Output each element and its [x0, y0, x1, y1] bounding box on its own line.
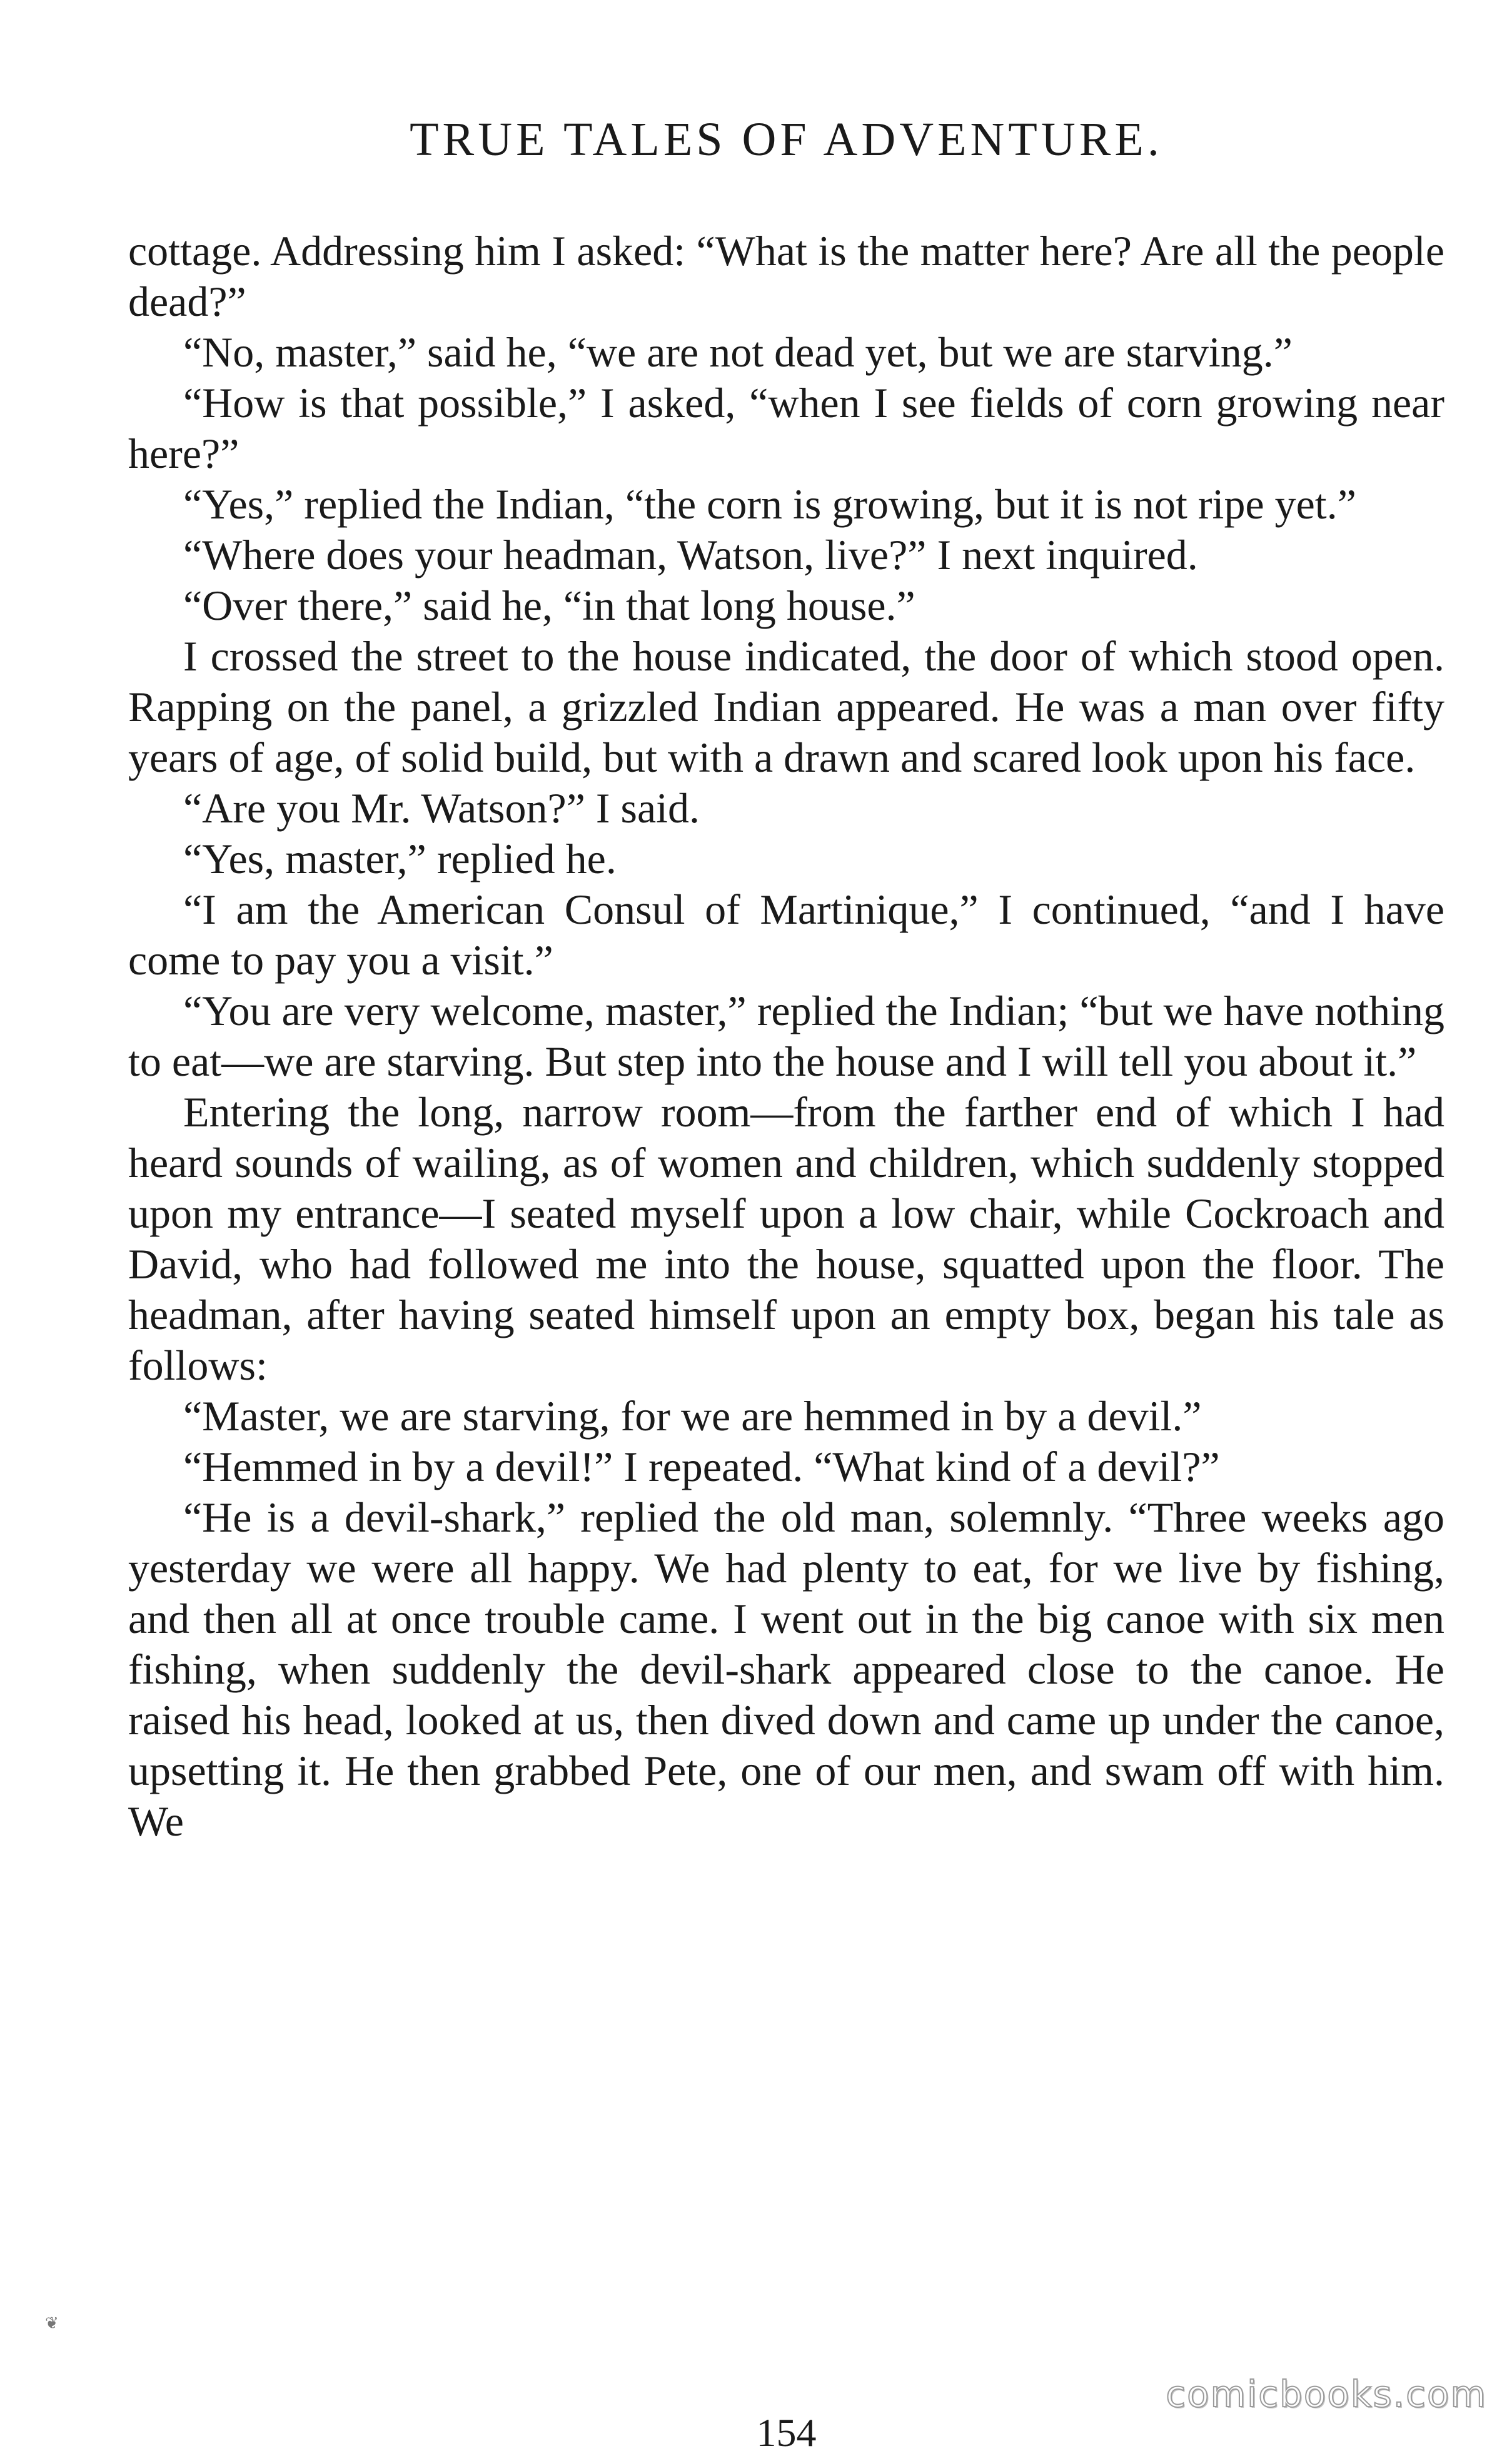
body-text	[128, 226, 1444, 1847]
paragraph: “I am the American Consul of Martinique,” I continued, “and I have come to pay you a visit.”	[128, 886, 1444, 984]
paragraph: “Where does your headman, Watson, live?” I next inquired.	[183, 531, 1198, 579]
paragraph: “Hemmed in by a devil!” I repeated. “What kind of a devil?”	[183, 1443, 1220, 1490]
paragraph: “Master, we are starving, for we are hemmed in by a devil.”	[183, 1392, 1202, 1440]
paragraph: I crossed the street to the house indicated, the door of which stood open. Rapping on the panel, a grizzled Indian appeared. He was a man over fifty years of age, of solid build, but with a drawn and scared look upon his face.	[128, 632, 1444, 781]
paragraph: “You are very welcome, master,” replied the Indian; “but we have nothing to eat—we are starving. But step into the house and I will tell you about it.”	[128, 987, 1444, 1085]
paragraph: “Yes, master,” replied he.	[183, 835, 617, 882]
paragraph: “Yes,” replied the Indian, “the corn is growing, but it is not ripe yet.”	[183, 480, 1356, 528]
paragraph: “No, master,” said he, “we are not dead yet, but we are starving.”	[183, 328, 1293, 376]
page-number: 154	[756, 2410, 817, 2455]
margin-ornament-icon: ❦	[45, 2314, 59, 2333]
paragraph: “Over there,” said he, “in that long house.”	[183, 582, 915, 629]
paragraph: “Are you Mr. Watson?” I said.	[183, 784, 700, 832]
running-head-title: TRUE TALES OF ADVENTURE.	[410, 113, 1163, 166]
book-page	[128, 113, 1444, 2455]
watermark: comicbooks.com	[1166, 2373, 1487, 2415]
paragraph: “He is a devil-shark,” replied the old man, solemnly. “Three weeks ago yesterday we were all happy. We had plenty to eat, for we live by fishing, and then all at once trouble came. I went out in the big canoe with six men fishing, when suddenly the devil-shark appeared close to the canoe. He raised his head, looked at us, then dived down and came up under the canoe, upsetting it. He then grabbed Pete, one of our men, and swam off with him. We	[128, 1493, 1444, 1845]
paragraph: Entering the long, narrow room—from the farther end of which I had heard sounds of wailing, as of women and children, which suddenly stopped upon my entrance—I seated myself upon a low chair, while Cockroach and David, who had followed me into the house, squatted upon the floor. The headman, after having seated himself upon an empty box, began his tale as follows:	[128, 1088, 1444, 1389]
paragraph: “How is that possible,” I asked, “when I see fields of corn growing near here?”	[128, 379, 1444, 477]
paragraph: cottage. Addressing him I asked: “What is the matter here? Are all the people dead?”	[128, 227, 1444, 325]
